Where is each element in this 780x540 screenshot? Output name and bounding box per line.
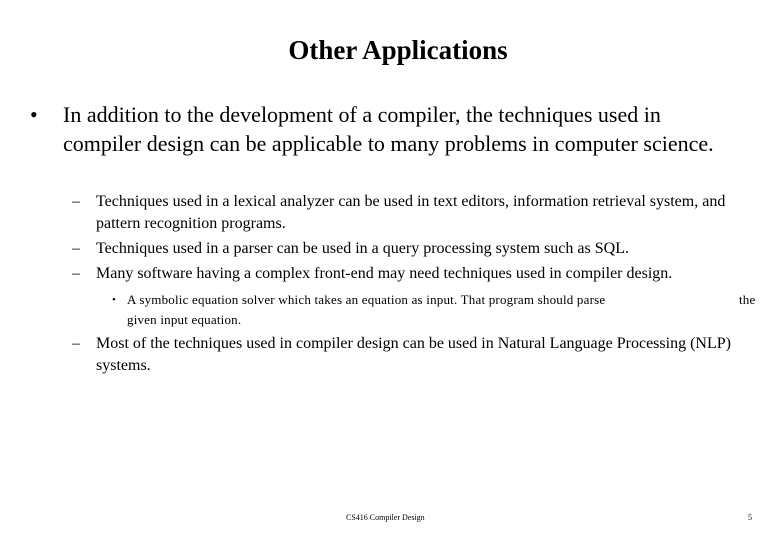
sub-sub-item-line1 <box>127 290 762 310</box>
sub-item-text: Most of the techniques used in compiler design can be used in Natural Language Processing (NLP) systems. <box>96 335 731 374</box>
bullet-mark: • <box>30 102 38 127</box>
sub-item-text: Many software having a complex front-end may need techniques used in compiler design. <box>96 265 673 282</box>
line1-text: A symbolic equation solver which takes an equation as input. That program should parse <box>127 292 606 307</box>
sub-sub-item-text <box>127 290 762 330</box>
main-bullet <box>30 100 730 158</box>
dash-mark: – <box>72 193 80 210</box>
sub-sub-item-equation-solver <box>112 290 762 330</box>
dash-mark: – <box>72 335 80 352</box>
footer-course: CS416 Compiler Design <box>346 513 425 522</box>
sub-item-nlp <box>72 333 762 377</box>
sub-item-parser <box>72 238 762 260</box>
sub-item-text: Techniques used in a parser can be used in a query processing system such as SQL. <box>96 240 629 257</box>
dash-mark: – <box>72 240 80 257</box>
footer-page-number: 5 <box>748 513 752 522</box>
sub-item-front-end <box>72 263 762 285</box>
sub-item-text: Techniques used in a lexical analyzer can be used in text editors, information retrieval system, and pattern recognition programs. <box>96 193 726 232</box>
bullet-mark: • <box>112 294 117 306</box>
main-bullet-text: In addition to the development of a compiler, the techniques used in compiler design can be applicable to many problems in computer science. <box>63 102 714 156</box>
slide-title: Other Applications <box>288 35 508 65</box>
sub-item-lexical-analyzer <box>72 191 762 235</box>
dash-mark: – <box>72 265 80 282</box>
line1-end-text: the <box>739 292 756 307</box>
sub-sub-item-line2: given input equation. <box>127 312 242 327</box>
